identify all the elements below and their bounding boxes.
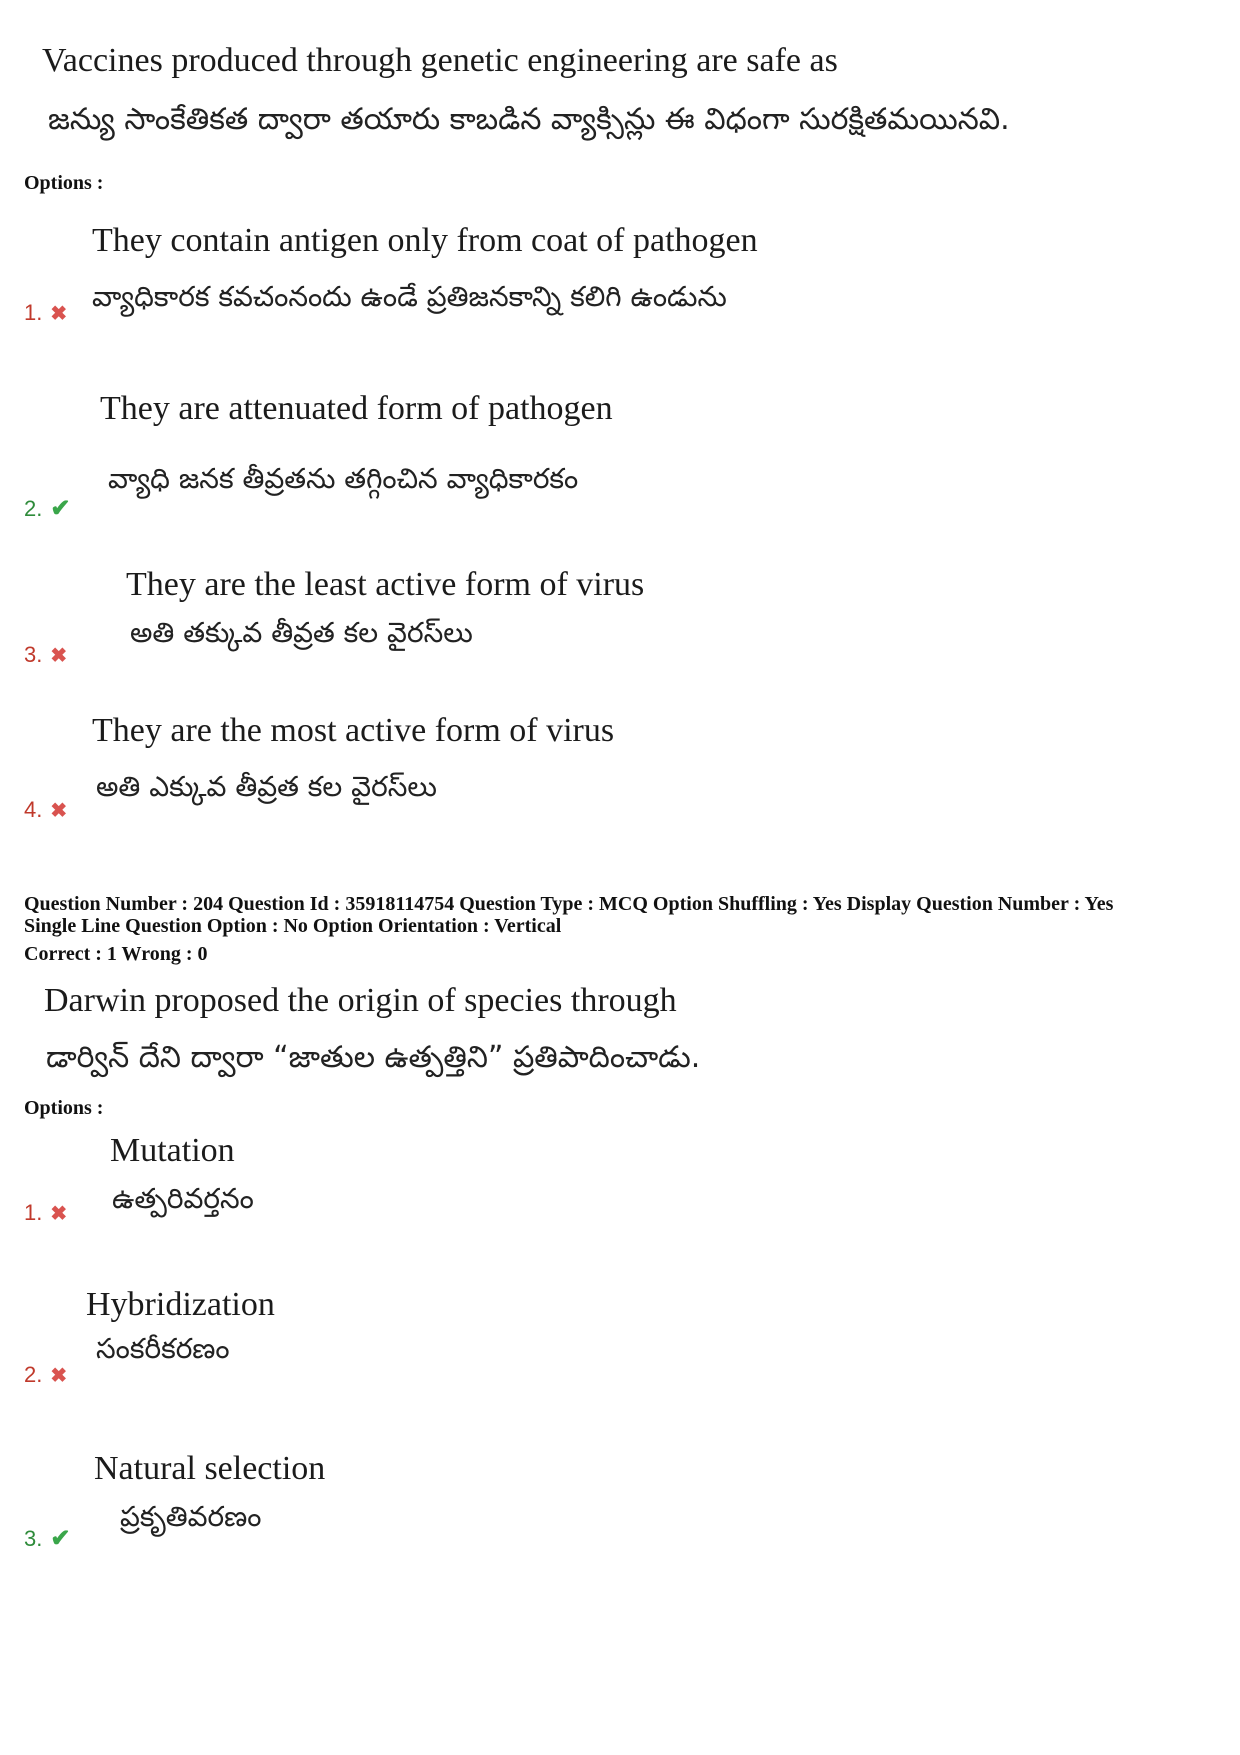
option-number-label: 3. bbox=[24, 1526, 43, 1551]
option-2-text-telugu: వ్యాధి జనక తీవ్రతను తగ్గించిన వ్యాధికారకం bbox=[108, 462, 579, 495]
option-number-label: 1. bbox=[24, 300, 43, 325]
check-icon: ✔ bbox=[50, 495, 71, 522]
question-text-telugu: డార్విన్ దేని ద్వారా “జాతుల ఉత్పత్తిని” ప్రతిపాదించాడు. bbox=[46, 1040, 701, 1075]
question-meta-line-2: Single Line Question Option : No Option Orientation : Vertical bbox=[24, 915, 562, 937]
option-2-text: They are attenuated form of pathogen bbox=[100, 390, 613, 427]
option-4-number bbox=[24, 797, 67, 823]
cross-icon: ✖ bbox=[50, 645, 68, 667]
option-3-number bbox=[24, 1524, 70, 1553]
option-3-text: They are the least active form of virus bbox=[126, 566, 645, 603]
option-2-number bbox=[24, 1362, 67, 1388]
cross-icon: ✖ bbox=[50, 800, 68, 822]
option-1-number bbox=[24, 1200, 67, 1226]
cross-icon: ✖ bbox=[50, 1203, 68, 1225]
option-1-text: Mutation bbox=[110, 1132, 235, 1169]
option-2-text: Hybridization bbox=[86, 1286, 275, 1323]
option-2-number bbox=[24, 494, 70, 523]
cross-icon: ✖ bbox=[50, 303, 68, 325]
option-number-label: 2. bbox=[24, 496, 43, 521]
option-3-number bbox=[24, 642, 67, 668]
option-3-text-telugu: ప్రకృతివరణం bbox=[120, 1500, 262, 1533]
option-4-text-telugu: అతి ఎక్కువ తీవ్రత కల వైరస్‌లు bbox=[96, 770, 437, 803]
option-1-number bbox=[24, 300, 67, 326]
check-icon: ✔ bbox=[50, 1525, 71, 1552]
option-number-label: 4. bbox=[24, 797, 43, 822]
option-2-text-telugu: సంకరీకరణం bbox=[96, 1332, 230, 1365]
option-4-text: They are the most active form of virus bbox=[92, 712, 615, 749]
cross-icon: ✖ bbox=[50, 1365, 68, 1387]
option-1-text-telugu: వ్యాధికారక కవచంనందు ఉండే ప్రతిజనకాన్ని కలిగి ఉండును bbox=[92, 280, 727, 313]
option-number-label: 3. bbox=[24, 642, 43, 667]
options-label: Options : bbox=[24, 172, 104, 194]
question-score-line: Correct : 1 Wrong : 0 bbox=[24, 943, 208, 965]
option-3-text-telugu: అతి తక్కువ తీవ్రత కల వైరస్‌లు bbox=[130, 616, 473, 649]
question-text-telugu: జన్యు సాంకేతికత ద్వారా తయారు కాబడిన వ్యాక్సిన్లు ఈ విధంగా సురక్షితమయినవి. bbox=[48, 102, 1010, 137]
question-meta-line-1: Question Number : 204 Question Id : 35918114754 Question Type : MCQ Option Shuffling : Yes Display Question Number : Yes bbox=[24, 893, 1114, 915]
option-1-text: They contain antigen only from coat of pathogen bbox=[92, 222, 758, 259]
option-number-label: 1. bbox=[24, 1200, 43, 1225]
option-1-text-telugu: ఉత్పరివర్తనం bbox=[112, 1182, 254, 1215]
option-3-text: Natural selection bbox=[94, 1450, 326, 1487]
options-label: Options : bbox=[24, 1097, 104, 1119]
option-number-label: 2. bbox=[24, 1362, 43, 1387]
question-text: Darwin proposed the origin of species through bbox=[44, 982, 677, 1019]
question-text: Vaccines produced through genetic engineering are safe as bbox=[42, 42, 838, 79]
